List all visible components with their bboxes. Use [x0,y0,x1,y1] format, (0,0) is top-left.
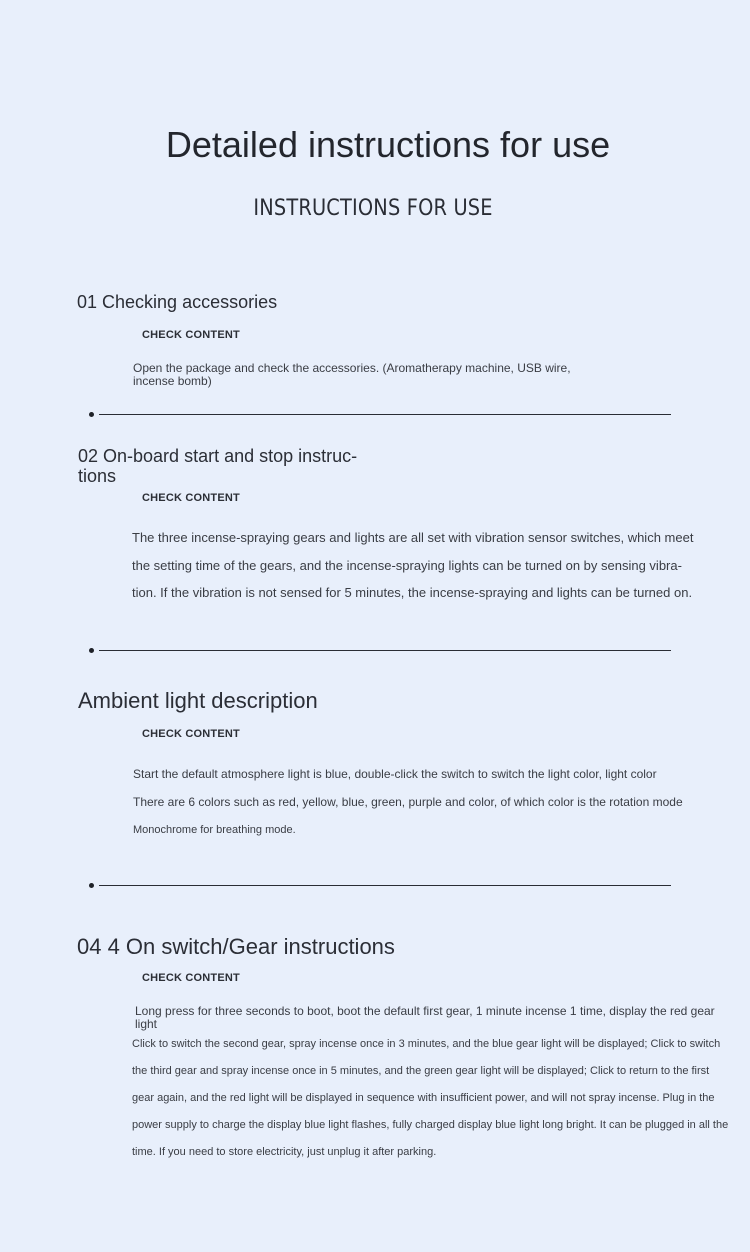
section-3-line: Monochrome for breathing mode. [133,824,296,836]
section-2-title-line: 02 On-board start and stop instruc- [78,446,358,466]
page-title: Detailed instructions for use [165,124,611,165]
section-4-title: 04 4 On switch/Gear instructions [77,934,395,959]
divider-line [99,414,671,415]
section-2-title [78,446,357,486]
divider-dot [89,648,94,653]
section-2-line: The three incense-spraying gears and lights are all set with vibration sensor switches, which meet [132,530,694,545]
section-3-line: Start the default atmosphere light is blue, double-click the switch to switch the light color, light color [133,767,657,781]
section-4-lead-line: Long press for three seconds to boot, boot the default first gear, 1 minute incense 1 time, display the red gear [135,1004,715,1018]
divider-dot [89,883,94,888]
section-1-line: Open the package and check the accessories. (Aromatherapy machine, USB wire, [133,361,571,375]
section-4-line: gear again, and the red light will be displayed in sequence with insufficient power, and will not spray incense. Plug in the [132,1092,715,1104]
section-2-text [132,524,732,607]
divider-dot [89,412,94,417]
page-subtitle: INSTRUCTIONS FOR USE [253,196,493,221]
divider-line [99,885,671,886]
section-1-label: CHECK CONTENT [142,329,240,341]
section-4-lead-line: light [135,1017,158,1031]
section-2-line: the setting time of the gears, and the incense-spraying lights can be turned on by sensing vibra- [132,557,682,573]
section-4-line: power supply to charge the display blue light flashes, fully charged display blue light long bright. It can be plugged in all the [132,1119,729,1131]
section-4-line: time. If you need to store electricity, just unplug it after parking. [132,1146,437,1158]
divider-line [99,650,671,651]
section-3-line: There are 6 colors such as red, yellow, blue, green, purple and color, of which color is the rotation mode [133,795,683,809]
section-4-lead [135,1005,735,1031]
section-1-title: 01 Checking accessories [77,292,278,312]
section-4-label: CHECK CONTENT [142,972,240,984]
section-1-line: incense bomb) [133,374,212,388]
section-4-line: Click to switch the second gear, spray incense once in 3 minutes, and the blue gear light will be displayed; Click to switch [132,1038,721,1050]
section-3-title: Ambient light description [78,688,318,713]
section-3-label: CHECK CONTENT [142,728,240,740]
section-2-line: tion. If the vibration is not sensed for 5 minutes, the incense-spraying and lights can be turned on. [132,585,693,600]
section-2-label: CHECK CONTENT [142,492,240,504]
section-1-text [133,362,653,388]
section-2-title-line: tions [78,466,117,486]
section-4-text [132,1031,742,1166]
section-3-text [133,760,733,844]
section-4-line: the third gear and spray incense once in 5 minutes, and the green gear light will be displayed; Click to return to the first [132,1065,710,1077]
